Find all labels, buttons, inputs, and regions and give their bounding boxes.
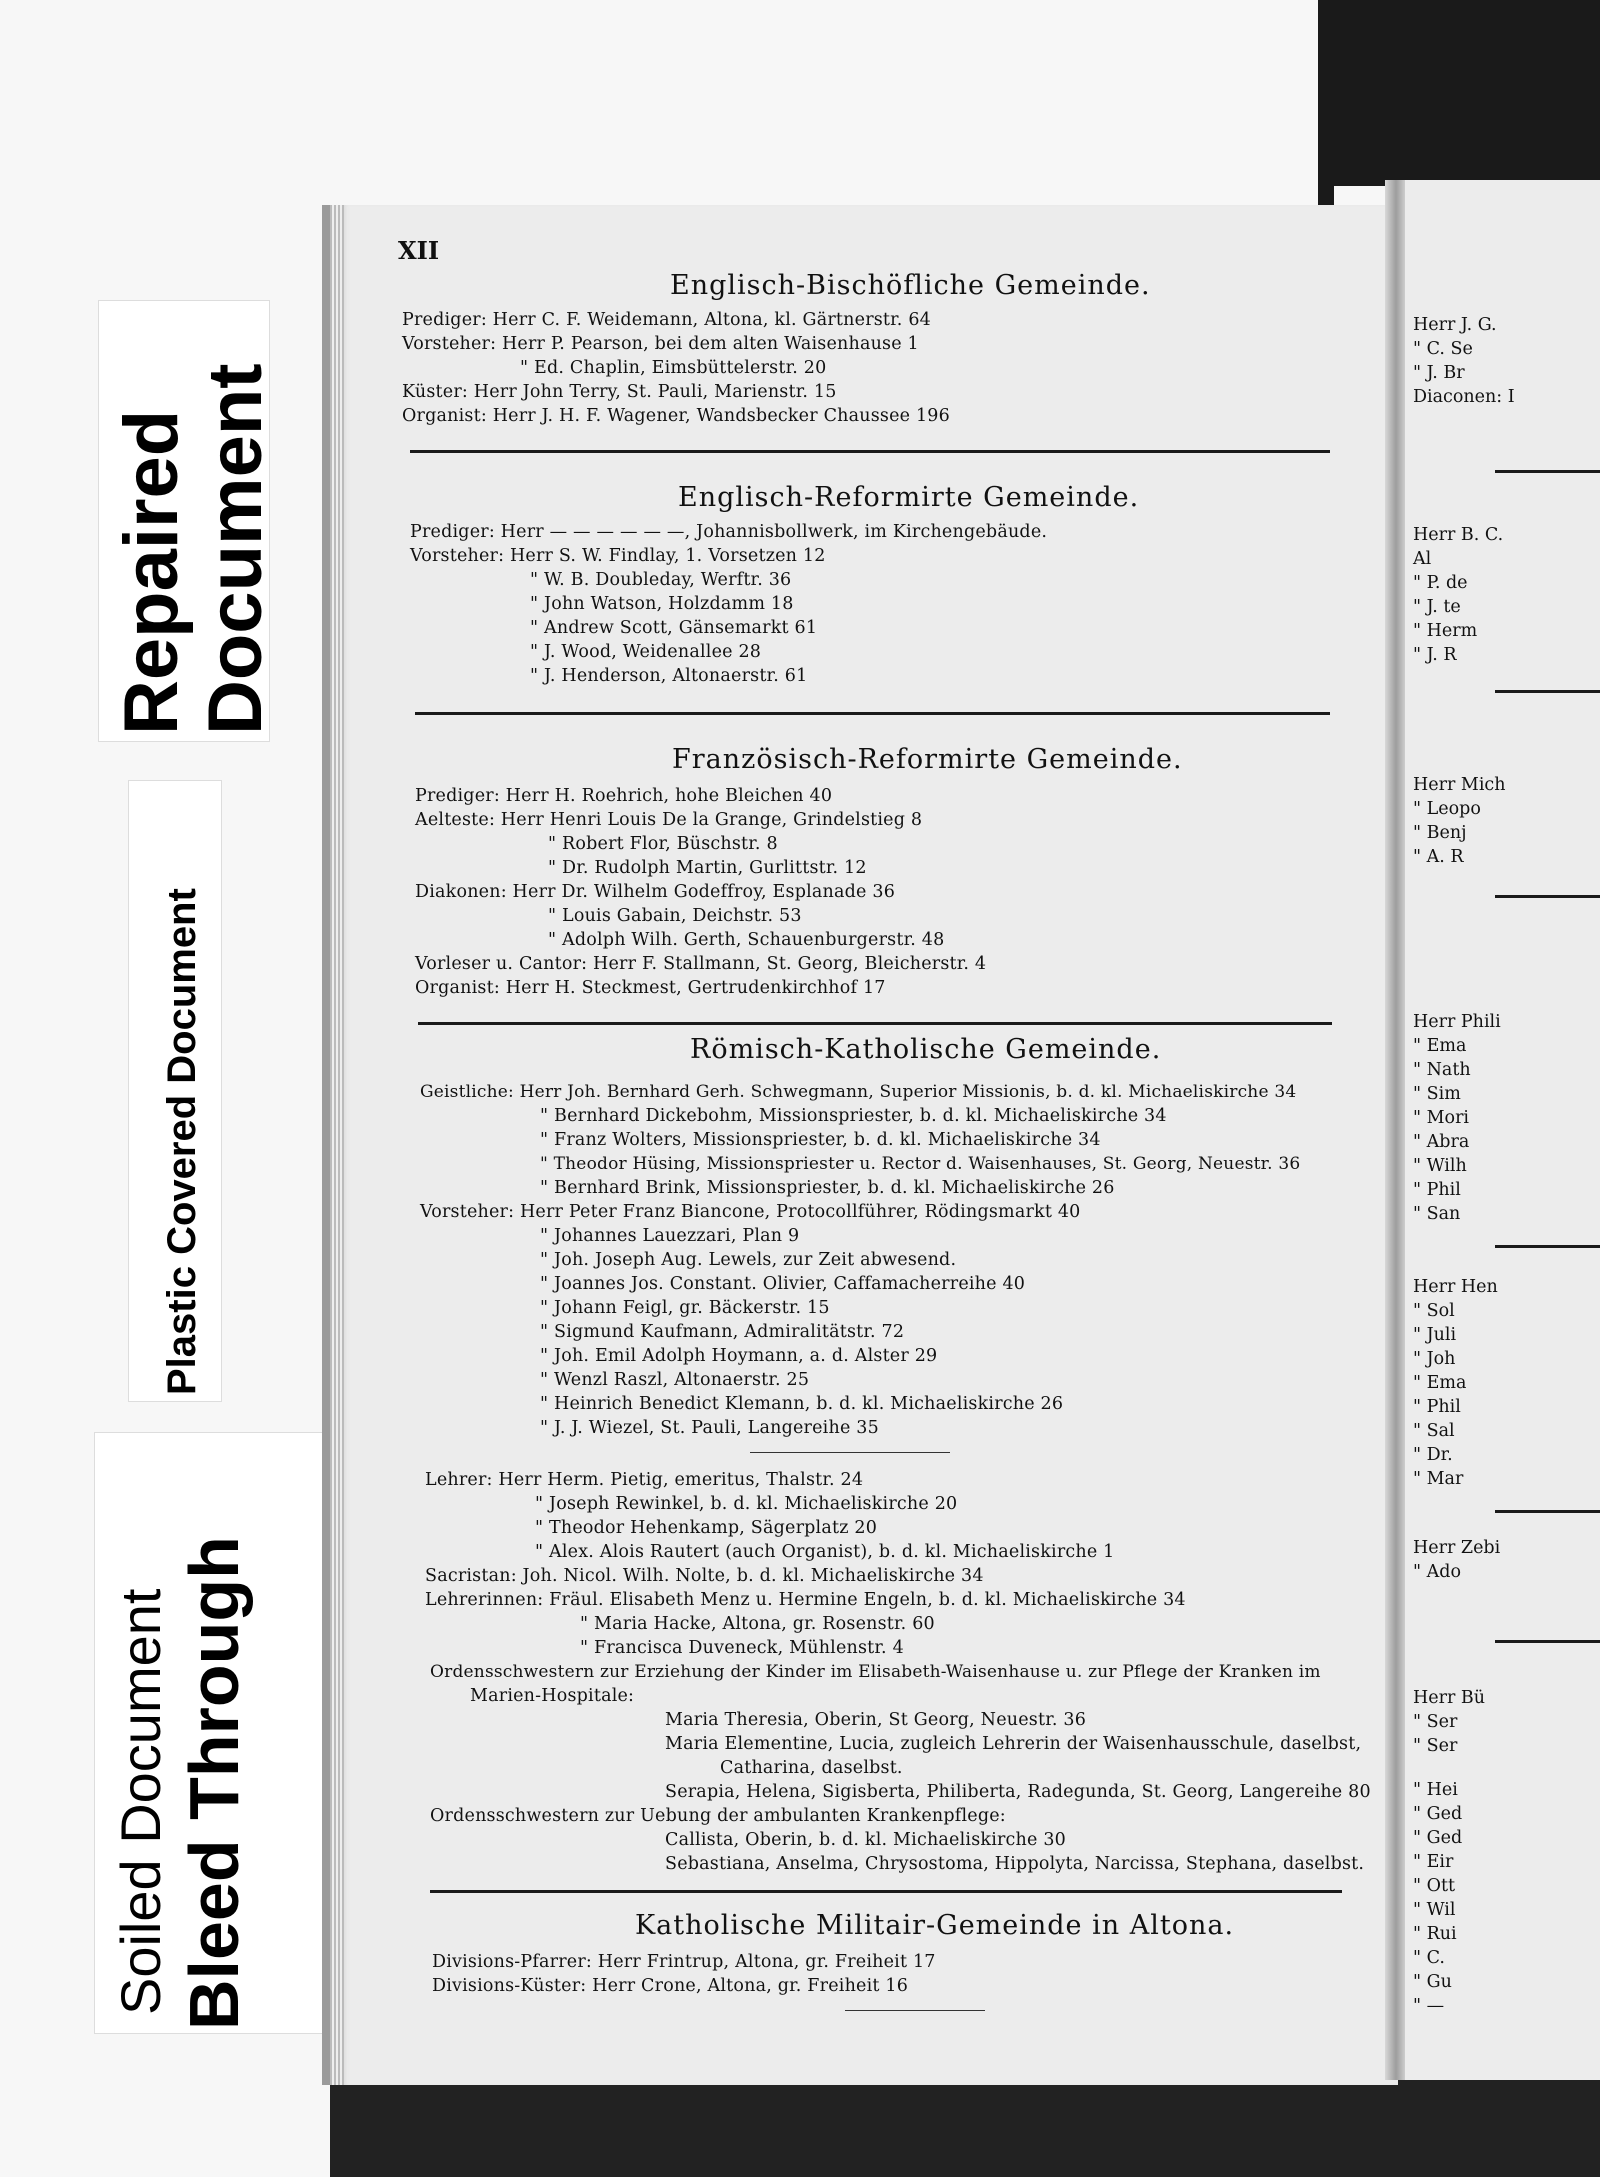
right-page-text-fragment: " Juli — [1413, 1325, 1457, 1345]
right-page-text-fragment: " Dr. — [1413, 1445, 1453, 1465]
right-page-text-fragment: " Abra — [1413, 1132, 1470, 1152]
text-line: " Dr. Rudolph Martin, Gurlittstr. 12 — [548, 858, 867, 878]
text-line: Divisions-Pfarrer: Herr Frintrup, Altona, gr. Freiheit 17 — [432, 1952, 936, 1972]
right-page-text-fragment: Herr J. G. — [1413, 315, 1497, 335]
right-page-text-fragment: " Phil — [1413, 1397, 1461, 1417]
right-page-text-fragment: " J. Br — [1413, 363, 1465, 383]
text-line: " Alex. Alois Rautert (auch Organist), b. d. kl. Michaeliskirche 1 — [535, 1542, 1115, 1562]
text-line: " Joh. Joseph Aug. Lewels, zur Zeit abwesend. — [540, 1250, 957, 1270]
text-line: " Ed. Chaplin, Eimsbüttelerstr. 20 — [520, 358, 827, 378]
label-plastic-covered: Plastic Covered Document — [160, 888, 204, 1395]
right-page-divider — [1495, 895, 1600, 898]
label-bleed-through: Bleed Through — [175, 1536, 253, 2030]
scanner-backdrop-top — [1318, 0, 1600, 186]
section-title-roemisch-katholische: Römisch-Katholische Gemeinde. — [690, 1034, 1162, 1065]
right-page-text-fragment: " Sal — [1413, 1421, 1455, 1441]
text-line: Prediger: Herr C. F. Weidemann, Altona, kl. Gärtnerstr. 64 — [402, 310, 932, 330]
text-line: Organist: Herr J. H. F. Wagener, Wandsbecker Chaussee 196 — [402, 406, 950, 426]
text-line: Prediger: Herr H. Roehrich, hohe Bleichen 40 — [415, 786, 833, 806]
text-line: Vorsteher: Herr S. W. Findlay, 1. Vorsetzen 12 — [410, 546, 826, 566]
right-page-text-fragment: Herr Mich — [1413, 775, 1506, 795]
text-line: " Joseph Rewinkel, b. d. kl. Michaeliskirche 20 — [535, 1494, 958, 1514]
right-page-text-fragment: " — — [1413, 1996, 1445, 2016]
text-line: Sacristan: Joh. Nicol. Wilh. Nolte, b. d. kl. Michaeliskirche 34 — [425, 1566, 984, 1586]
right-page-text-fragment: " C. — [1413, 1948, 1445, 1968]
text-line: " Joannes Jos. Constant. Olivier, Caffamacherreihe 40 — [540, 1274, 1026, 1294]
right-page-text-fragment: " Ema — [1413, 1036, 1467, 1056]
right-page-text-fragment: Herr Zebi — [1413, 1538, 1501, 1558]
text-line: " John Watson, Holzdamm 18 — [530, 594, 794, 614]
right-page-text-fragment: " Herm — [1413, 621, 1478, 641]
text-line: Organist: Herr H. Steckmest, Gertrudenkirchhof 17 — [415, 978, 886, 998]
text-line: " Johannes Lauezzari, Plan 9 — [540, 1226, 800, 1246]
text-line: " Louis Gabain, Deichstr. 53 — [548, 906, 802, 926]
right-page-text-fragment: " C. Se — [1413, 339, 1473, 359]
text-line: Sebastiana, Anselma, Chrysostoma, Hippolyta, Narcissa, Stephana, daselbst. — [665, 1854, 1365, 1874]
text-line: Maria Theresia, Oberin, St Georg, Neuestr. 36 — [665, 1710, 1087, 1730]
text-line: Divisions-Küster: Herr Crone, Altona, gr. Freiheit 16 — [432, 1976, 909, 1996]
text-line: " Bernhard Brink, Missionspriester, b. d. kl. Michaeliskirche 26 — [540, 1178, 1115, 1198]
right-page-text-fragment: " Ged — [1413, 1828, 1463, 1848]
book-gutter — [1385, 180, 1407, 2080]
right-page-divider — [1495, 1245, 1600, 1248]
text-line: " Wenzl Raszl, Altonaerstr. 25 — [540, 1370, 810, 1390]
right-page-text-fragment: " Ser — [1413, 1736, 1458, 1756]
section-divider — [430, 1890, 1342, 1893]
right-page-text-fragment: " Sim — [1413, 1084, 1461, 1104]
text-line: Marien-Hospitale: — [470, 1686, 635, 1706]
right-page — [1405, 180, 1600, 2080]
section-divider — [410, 450, 1330, 453]
text-line: Prediger: Herr — — — — — —, Johannisbollwerk, im Kirchengebäude. — [410, 522, 1048, 542]
right-page-text-fragment: " Nath — [1413, 1060, 1471, 1080]
text-line: " Theodor Hehenkamp, Sägerplatz 20 — [535, 1518, 878, 1538]
right-page-text-fragment: Herr Hen — [1413, 1277, 1498, 1297]
right-page-text-fragment: " Leopo — [1413, 799, 1481, 819]
right-page-text-fragment: " Mori — [1413, 1108, 1470, 1128]
text-line: Vorleser u. Cantor: Herr F. Stallmann, St. Georg, Bleicherstr. 4 — [415, 954, 987, 974]
right-page-text-fragment: " Phil — [1413, 1180, 1461, 1200]
right-page-text-fragment: " Hei — [1413, 1780, 1458, 1800]
right-page-text-fragment: " P. de — [1413, 573, 1468, 593]
right-page-text-fragment: " A. R — [1413, 847, 1464, 867]
text-line: Ordensschwestern zur Uebung der ambulanten Krankenpflege: — [430, 1806, 1006, 1826]
right-page-text-fragment: " Mar — [1413, 1469, 1464, 1489]
text-line: " Joh. Emil Adolph Hoymann, a. d. Alster 29 — [540, 1346, 938, 1366]
text-line: Diakonen: Herr Dr. Wilhelm Godeffroy, Esplanade 36 — [415, 882, 896, 902]
text-line: Aelteste: Herr Henri Louis De la Grange, Grindelstieg 8 — [415, 810, 923, 830]
text-line: " Sigmund Kaufmann, Admiralitätstr. 72 — [540, 1322, 905, 1342]
right-page-text-fragment: " Joh — [1413, 1349, 1456, 1369]
right-page-divider — [1495, 1510, 1600, 1513]
text-line: " Bernhard Dickebohm, Missionspriester, b. d. kl. Michaeliskirche 34 — [540, 1106, 1167, 1126]
text-line: " Johann Feigl, gr. Bäckerstr. 15 — [540, 1298, 830, 1318]
text-line: Vorsteher: Herr Peter Franz Biancone, Protocollführer, Rödingsmarkt 40 — [420, 1202, 1081, 1222]
text-line: " Francisca Duveneck, Mühlenstr. 4 — [580, 1638, 904, 1658]
text-line: Serapia, Helena, Sigisberta, Philiberta, Radegunda, St. Georg, Langereihe 80 — [665, 1782, 1371, 1802]
text-line: Vorsteher: Herr P. Pearson, bei dem alten Waisenhause 1 — [402, 334, 919, 354]
label-soiled-document: Soiled Document — [109, 1588, 172, 2015]
right-page-text-fragment: " Benj — [1413, 823, 1467, 843]
page-edge — [330, 205, 344, 2085]
text-line: Maria Elementine, Lucia, zugleich Lehrerin der Waisenhausschule, daselbst, — [665, 1734, 1362, 1754]
section-divider — [415, 712, 1330, 715]
text-line: " Adolph Wilh. Gerth, Schauenburgerstr. 48 — [548, 930, 945, 950]
text-line: Geistliche: Herr Joh. Bernhard Gerh. Schwegmann, Superior Missionis, b. d. kl. Michaeliskirche 34 — [420, 1082, 1297, 1102]
right-page-text-fragment: " J. R — [1413, 645, 1457, 665]
text-line: " Maria Hacke, Altona, gr. Rosenstr. 60 — [580, 1614, 935, 1634]
right-page-text-fragment: Herr Bü — [1413, 1688, 1486, 1708]
text-line: Lehrer: Herr Herm. Pietig, emeritus, Thalstr. 24 — [425, 1470, 864, 1490]
short-divider — [845, 2010, 985, 2011]
text-line: Ordensschwestern zur Erziehung der Kinder im Elisabeth-Waisenhause u. zur Pflege der Kranken im — [430, 1662, 1321, 1682]
right-page-text-fragment: " Wil — [1413, 1900, 1456, 1920]
right-page-text-fragment: " J. te — [1413, 597, 1461, 617]
right-page-text-fragment: " Ott — [1413, 1876, 1456, 1896]
text-line: " Franz Wolters, Missionspriester, b. d. kl. Michaeliskirche 34 — [540, 1130, 1101, 1150]
right-page-text-fragment: Al — [1413, 549, 1432, 569]
text-line: Callista, Oberin, b. d. kl. Michaeliskirche 30 — [665, 1830, 1067, 1850]
text-line: " Theodor Hüsing, Missionspriester u. Rector d. Waisenhauses, St. Georg, Neuestr. 36 — [540, 1154, 1301, 1174]
right-page-text-fragment: " Gu — [1413, 1972, 1452, 1992]
right-page-text-fragment: " Sol — [1413, 1301, 1455, 1321]
right-page-text-fragment: " Wilh — [1413, 1156, 1467, 1176]
right-page-text-fragment: " Rui — [1413, 1924, 1457, 1944]
text-line: Catharina, daselbst. — [720, 1758, 903, 1778]
right-page-text-fragment: " Ema — [1413, 1373, 1467, 1393]
text-line: " Robert Flor, Büschstr. 8 — [548, 834, 778, 854]
right-page-text-fragment: " Ser — [1413, 1712, 1458, 1732]
section-title-franzoesisch-reformirte: Französisch-Reformirte Gemeinde. — [672, 744, 1183, 775]
section-title-englisch-reformirte: Englisch-Reformirte Gemeinde. — [678, 482, 1140, 513]
text-line: " Andrew Scott, Gänsemarkt 61 — [530, 618, 818, 638]
right-page-text-fragment: " Ged — [1413, 1804, 1463, 1824]
section-title-katholische-militair: Katholische Militair-Gemeinde in Altona. — [635, 1910, 1235, 1941]
right-page-text-fragment: Herr B. C. — [1413, 525, 1504, 545]
short-divider — [750, 1452, 950, 1453]
text-line: Küster: Herr John Terry, St. Pauli, Marienstr. 15 — [402, 382, 837, 402]
section-divider — [418, 1022, 1332, 1025]
text-line: " J. Wood, Weidenallee 28 — [530, 642, 762, 662]
page-number: XII — [398, 236, 440, 265]
right-page-divider — [1495, 1640, 1600, 1643]
right-page-divider — [1495, 690, 1600, 693]
text-line: Lehrerinnen: Fräul. Elisabeth Menz u. Hermine Engeln, b. d. kl. Michaeliskirche 34 — [425, 1590, 1186, 1610]
text-line: " J. J. Wiezel, St. Pauli, Langereihe 35 — [540, 1418, 879, 1438]
section-title-englisch-bischoefliche: Englisch-Bischöfliche Gemeinde. — [670, 270, 1151, 301]
label-repaired-document: Repaired Document — [109, 363, 278, 735]
text-line: " W. B. Doubleday, Werftr. 36 — [530, 570, 792, 590]
text-line: " Heinrich Benedict Klemann, b. d. kl. Michaeliskirche 26 — [540, 1394, 1064, 1414]
text-line: " J. Henderson, Altonaerstr. 61 — [530, 666, 808, 686]
right-page-text-fragment: Diaconen: I — [1413, 387, 1515, 407]
right-page-text-fragment: " Ado — [1413, 1562, 1461, 1582]
right-page-text-fragment: " Eir — [1413, 1852, 1454, 1872]
right-page-divider — [1495, 470, 1600, 473]
right-page-text-fragment: " San — [1413, 1204, 1461, 1224]
right-page-text-fragment: Herr Phili — [1413, 1012, 1501, 1032]
